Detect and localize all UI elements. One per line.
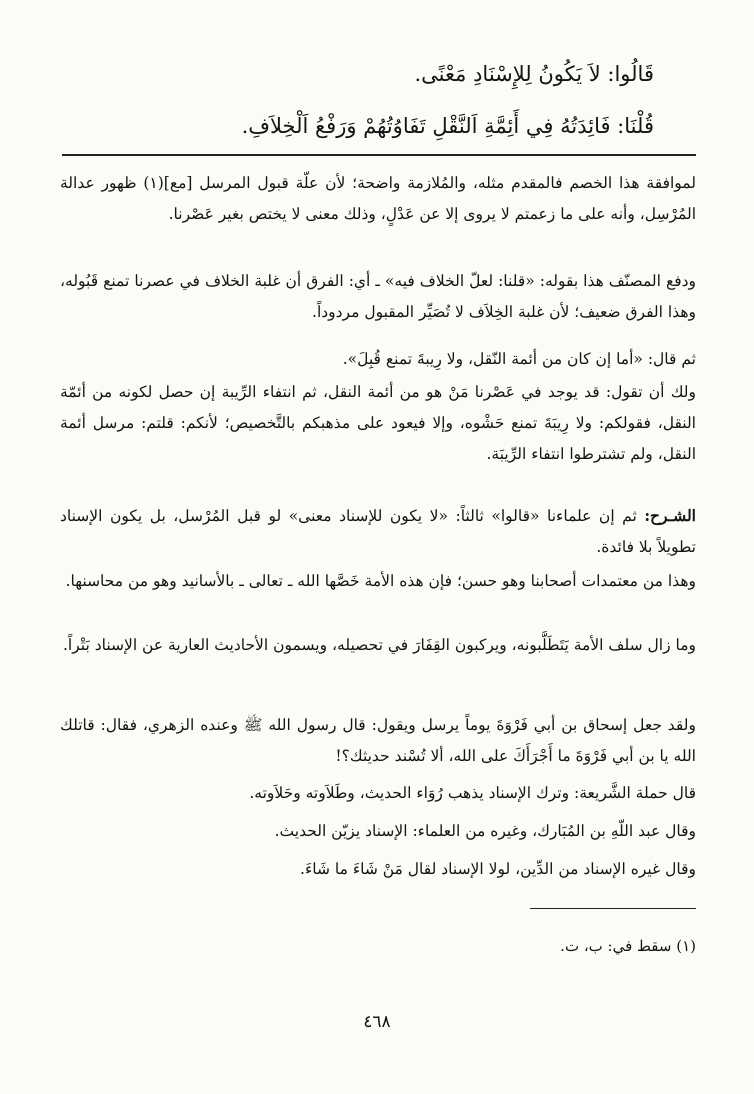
paragraph-1: لموافقة هذا الخصم فالمقدم مثله، والمُلازمة واضحة؛ لأن علّة قبول المرسل [مع](١) ظهور عدالة المُرْسِل، وأنه على ما زعمتم لا يروى إلا عن عَدْلٍ، وذلك معنى لا يختص بغير عَصْرنا. (60, 174, 696, 223)
paragraph-2: ودفع المصنّف هذا بقوله: «قلنا: لعلّ الخلاف فيه» ـ أي: الفرق أن غلبة الخلاف في عصرنا تمنع قَبُوله، وهذا الفرق ضعيف؛ لأن غلبة الخِلاَف لا تُصَيِّر المقبول مردوداً. (60, 272, 696, 321)
footnote: (١) سقط في: ب، ت. (560, 937, 696, 955)
matn-line-1: قَالُوا: لاَ يَكُونُ لِلإِسْنَادِ مَعْنًى. (414, 62, 654, 86)
paragraph-3: ثم قال: «أما إن كان من أئمة النّقل، ولا رِيبةَ تمنع قُبِلَ». (342, 350, 696, 368)
paragraph-4: ولك أن تقول: قد يوجد في عَصْرنا مَنْ هو من أئمة النقل، ثم انتفاء الرِّيبة إن حصل لكونه من أئمّة النقل، فقولكم: ولا رِيبَةَ تمنع حَشْوه، وإلا فيعود على مذهبكم بالتَّخصيص؛ لأنكم: قلتم: مرسل أئمة النقل، ولم تشترطوا انتفاء الرِّيبَة. (60, 383, 696, 463)
matn-line-2: قُلْنَا: فَائِدَتُهُ فِي أَئِمَّةِ اَلنَّقْلِ تَفَاوُتُهُمْ وَرَفْعُ اَلْخِلاَفِ. (241, 114, 654, 138)
paragraph-8: ولقد جعل إسحاق بن أبي فَرْوَةَ يوماً يرسل ويقول: قال رسول الله ﷺ وعنده الزهري، فقال: قاتلك الله يا بن أبي فَرْوَةَ ما أَجْرَأَكَ على الله، ألا تُسْند حديثك؟! (60, 716, 696, 765)
page-number: ٤٦٨ (363, 1012, 391, 1032)
paragraph-5-text: ثم إن علماءنا «قالوا» ثالثاً: «لا يكون للإسناد معنى» لو قبل المُرْسل، بل يكون الإسناد تطويلاً بلا فائدة. (60, 507, 696, 556)
paragraph-11: وقال غيره الإسناد من الدِّين، لولا الإسناد لقال مَنْ شَاءَ ما شَاءَ. (300, 860, 696, 878)
paragraph-7: وما زال سلف الأمة يَتَطَلَّبونه، ويركبون القِفَارَ في تحصيله، ويسمون الأحاديث العارية عن الإسناد بَتْراً. (62, 636, 696, 654)
paragraph-5 (60, 500, 696, 563)
sharh-label: الشـرح: (644, 506, 696, 525)
paragraph-6: وهذا من معتمدات أصحابنا وهو حسن؛ فإن هذه الأمة خَصَّها الله ـ تعالى ـ بالأسانيد وهو من محاسنها. (65, 572, 696, 590)
paragraph-10: وقال عبد اللّهِ بن المُبَارك، وغيره من العلماء: الإسناد يزيّن الحديث. (274, 822, 696, 840)
footnote-separator (530, 908, 696, 909)
header-separator (62, 154, 696, 156)
paragraph-9: قال حملة الشَّريعة: وترك الإسناد يذهب رُوَاء الحديث، وطَلاَوته وحَلاَوته. (249, 784, 696, 802)
